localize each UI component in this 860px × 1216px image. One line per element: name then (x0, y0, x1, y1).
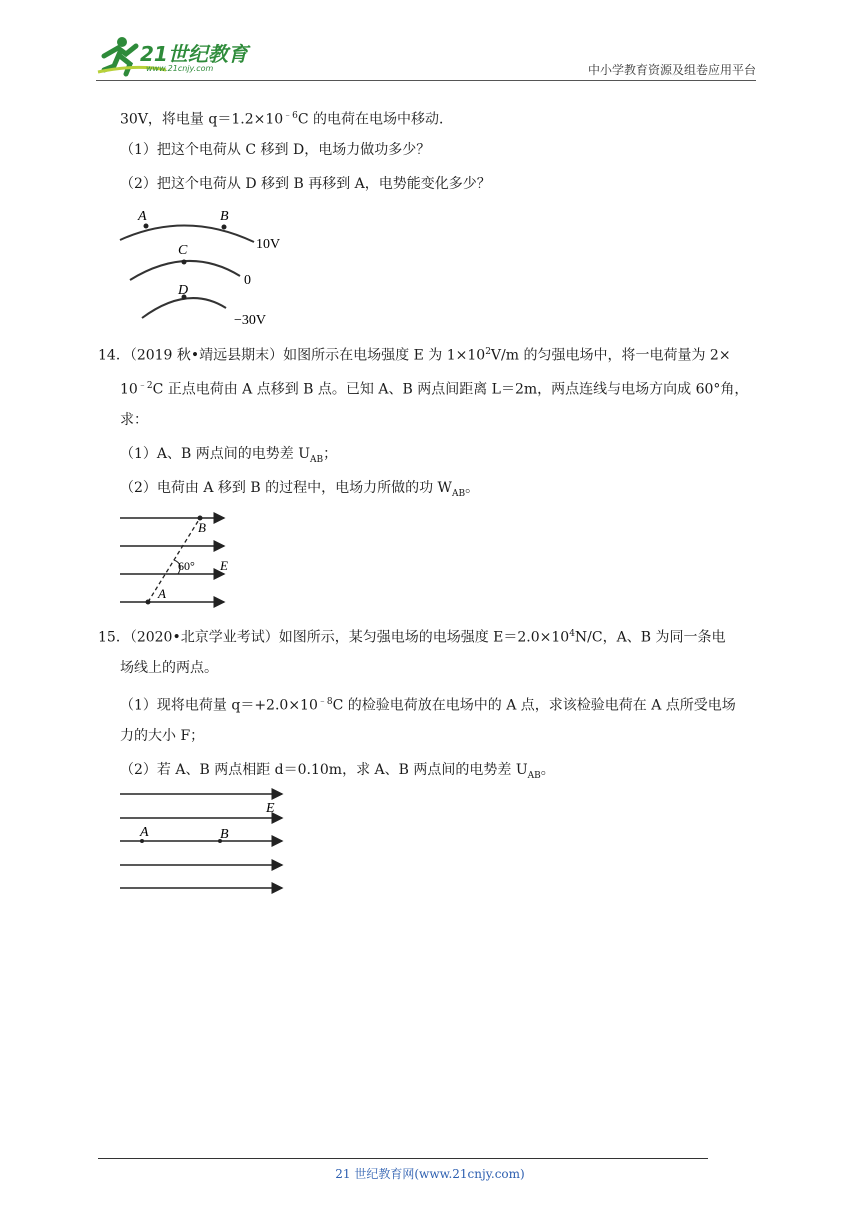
site-logo[interactable] (96, 34, 266, 78)
q13-potential-neg30: −30V (234, 313, 267, 328)
q13-equipotential-figure (116, 204, 286, 328)
q13-label-b: B (220, 209, 229, 224)
q13-label-d: D (178, 283, 189, 298)
logo-url: www.21cnjy.com (146, 64, 214, 73)
q15-line1: 15．（2020•北京学业考试）如图所示，某匀强电场的电场强度 $E=2.0\times 10^4N/C$，A、B 为同一条电 (98, 629, 726, 646)
q14-field-label: E (220, 558, 228, 573)
q15-line2: 场线上的两点。 (120, 660, 218, 676)
q14-line3: 求： (120, 412, 148, 428)
q15-label-b: B (220, 827, 229, 842)
q14-line2: $10^{﹣2}C$ 正点电荷由 A 点移到 B 点。已知 A、B 两点间距离 L＝2m，两点连线与电场方向成 60°角， (120, 381, 749, 398)
q13-label-c: C (178, 243, 188, 258)
footer-link[interactable]: 21 世纪教育网(www.21cnjy.com) (335, 1167, 525, 1181)
q14-angle-label: 60° (178, 559, 195, 573)
q15-sub1: （1）现将电荷量 $q=+2.0\times 10^{﹣8}C$ 的检验电荷放在电场中的 A 点，求该检验电荷在 A 点所受电场 (120, 697, 736, 714)
q14-line1: 14．（2019 秋•靖远县期末）如图所示在电场强度 E 为 $1\times 10^2V/m$ 的匀强电场中，将一电荷量为 2× (98, 347, 731, 364)
q15-label-a: A (140, 825, 149, 840)
logo-title: 21世纪教育 (140, 42, 248, 66)
q15-sub1-line2: 力的大小 F； (120, 728, 205, 744)
q14-label-b: B (198, 520, 206, 535)
q15-field-figure (116, 786, 290, 898)
header-platform-text: 中小学教育资源及组卷应用平台 (587, 63, 756, 77)
header-divider (96, 80, 756, 81)
q14-sub1: （1）A、B 两点间的电势差 $U_{AB}$； (120, 446, 338, 465)
footer-divider (98, 1158, 708, 1159)
q13-sub2: （2）把这个电荷从 D 移到 B 再移到 A，电势能变化多少？ (120, 176, 491, 192)
q13-label-a: A (138, 209, 147, 224)
q14-sub2: （2）电荷由 A 移到 B 的过程中，电场力所做的功 $W_{AB}$。 (120, 480, 480, 499)
q13-potential-0: 0 (244, 273, 251, 288)
q14-label-a: A (158, 586, 166, 601)
q15-sub2: （2）若 A、B 两点相距 d＝0.10m，求 A、B 两点间的电势差 $U_{AB}$。 (120, 762, 555, 781)
q13-sub1: （1）把这个电荷从 C 移到 D，电场力做功多少？ (120, 142, 431, 158)
q15-field-label: E (266, 801, 275, 816)
q13-potential-10v: 10V (256, 237, 281, 252)
q13-line1: 30V，将电量 $q=1.2\times 10^{﹣6}C$ 的电荷在电场中移动． (120, 111, 454, 128)
q14-field-figure (116, 508, 246, 610)
